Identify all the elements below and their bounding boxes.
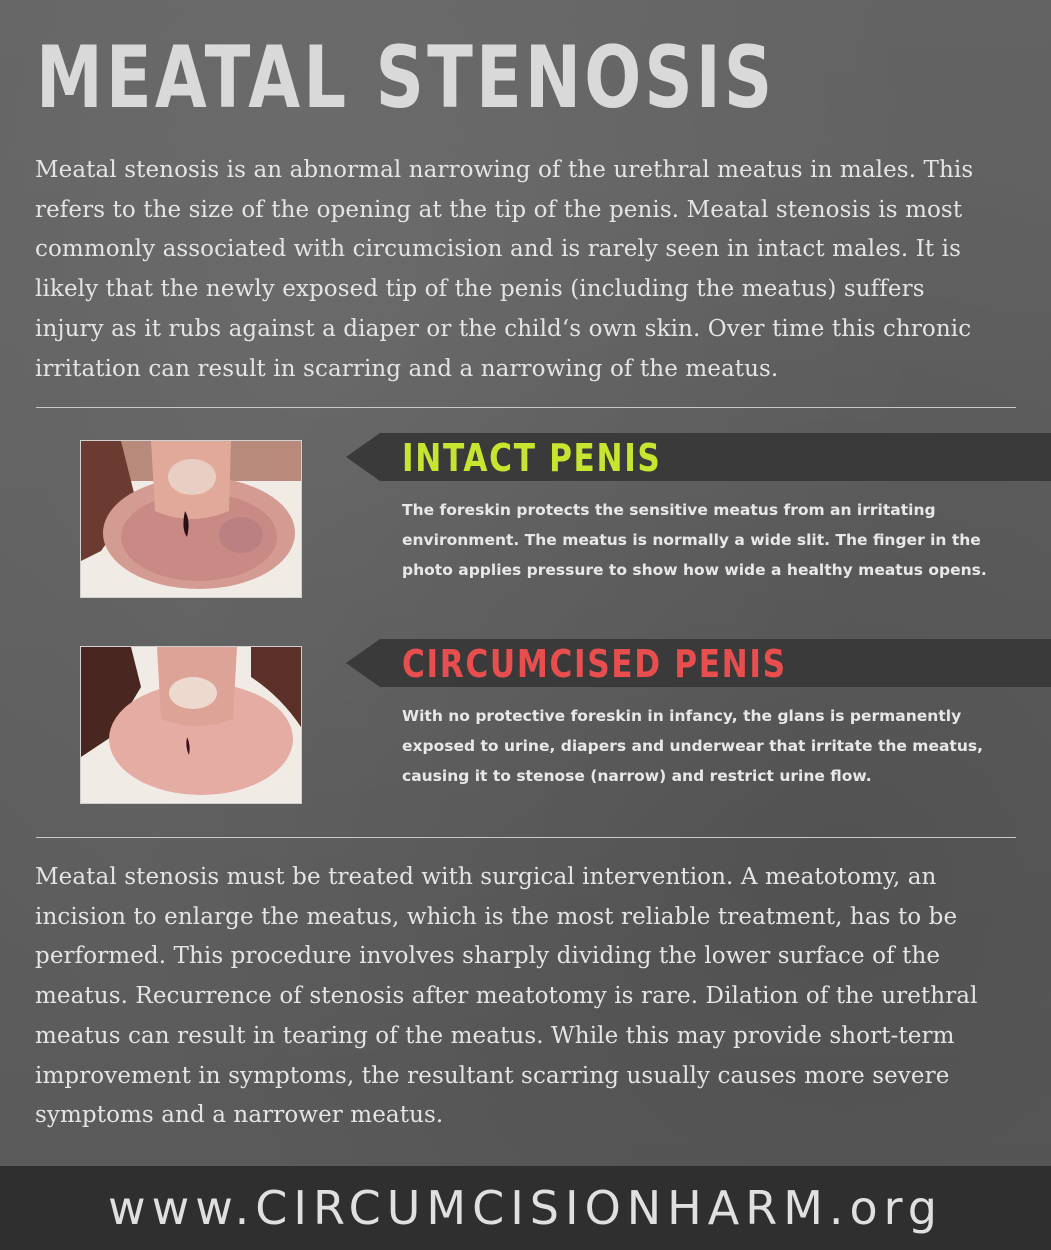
intact-illustration xyxy=(81,441,301,597)
closing-line: improvement in symptoms, the resultant scarring usually causes more severe xyxy=(35,1062,950,1089)
intro-line: commonly associated with circumcision and is rarely seen in intact males. It is xyxy=(35,236,961,263)
footer-website-url: www.CIRCUMCISIONHARM.org xyxy=(108,1181,943,1235)
circumcised-illustration xyxy=(81,647,301,803)
circumcised-description xyxy=(402,701,1022,791)
circumcised-banner xyxy=(346,639,1051,687)
page-title: MEATAL STENOSIS xyxy=(36,28,776,128)
intro-line: likely that the newly exposed tip of the penis (including the meatus) suffers xyxy=(35,276,925,303)
circumcised-line: exposed to urine, diapers and underwear that irritate the meatus, xyxy=(402,737,983,755)
closing-line: Meatal stenosis must be treated with surgical intervention. A meatotomy, an xyxy=(35,864,937,890)
intro-line: refers to the size of the opening at the tip of the penis. Meatal stenosis is most xyxy=(35,196,963,223)
intro-line: Meatal stenosis is an abnormal narrowing of the urethral meatus in males. This xyxy=(35,157,974,183)
circumcised-line: causing it to stenose (narrow) and restrict urine flow. xyxy=(402,767,872,785)
intact-line: photo applies pressure to show how wide a healthy meatus opens. xyxy=(402,561,987,579)
intact-line: environment. The meatus is normally a wide slit. The finger in the xyxy=(402,531,981,549)
intact-banner xyxy=(346,433,1051,481)
intro-paragraph xyxy=(35,151,1025,389)
intro-line: irritation can result in scarring and a narrowing of the meatus. xyxy=(35,355,779,382)
intact-heading: INTACT PENIS xyxy=(402,436,662,480)
circumcised-heading: CIRCUMCISED PENIS xyxy=(402,642,787,686)
circumcised-photo xyxy=(80,646,302,804)
closing-line: performed. This procedure involves sharply dividing the lower surface of the xyxy=(35,943,941,970)
closing-line: meatus can result in tearing of the meatus. While this may provide short-term xyxy=(35,1022,955,1049)
closing-line: incision to enlarge the meatus, which is the most reliable treatment, has to be xyxy=(35,903,958,930)
intact-description xyxy=(402,495,1022,585)
circumcised-line: With no protective foreskin in infancy, the glans is permanently xyxy=(402,707,962,725)
divider-top xyxy=(36,407,1016,408)
closing-line: symptoms and a narrower meatus. xyxy=(35,1102,444,1129)
intact-line: The foreskin protects the sensitive meatus from an irritating xyxy=(402,501,936,519)
divider-bottom xyxy=(36,837,1016,838)
closing-paragraph xyxy=(35,858,1025,1136)
footer-bar xyxy=(0,1166,1051,1250)
closing-line: meatus. Recurrence of stenosis after meatotomy is rare. Dilation of the urethral xyxy=(35,983,978,1010)
intact-photo xyxy=(80,440,302,598)
intro-line: injury as it rubs against a diaper or the child‘s own skin. Over time this chronic xyxy=(35,315,972,342)
